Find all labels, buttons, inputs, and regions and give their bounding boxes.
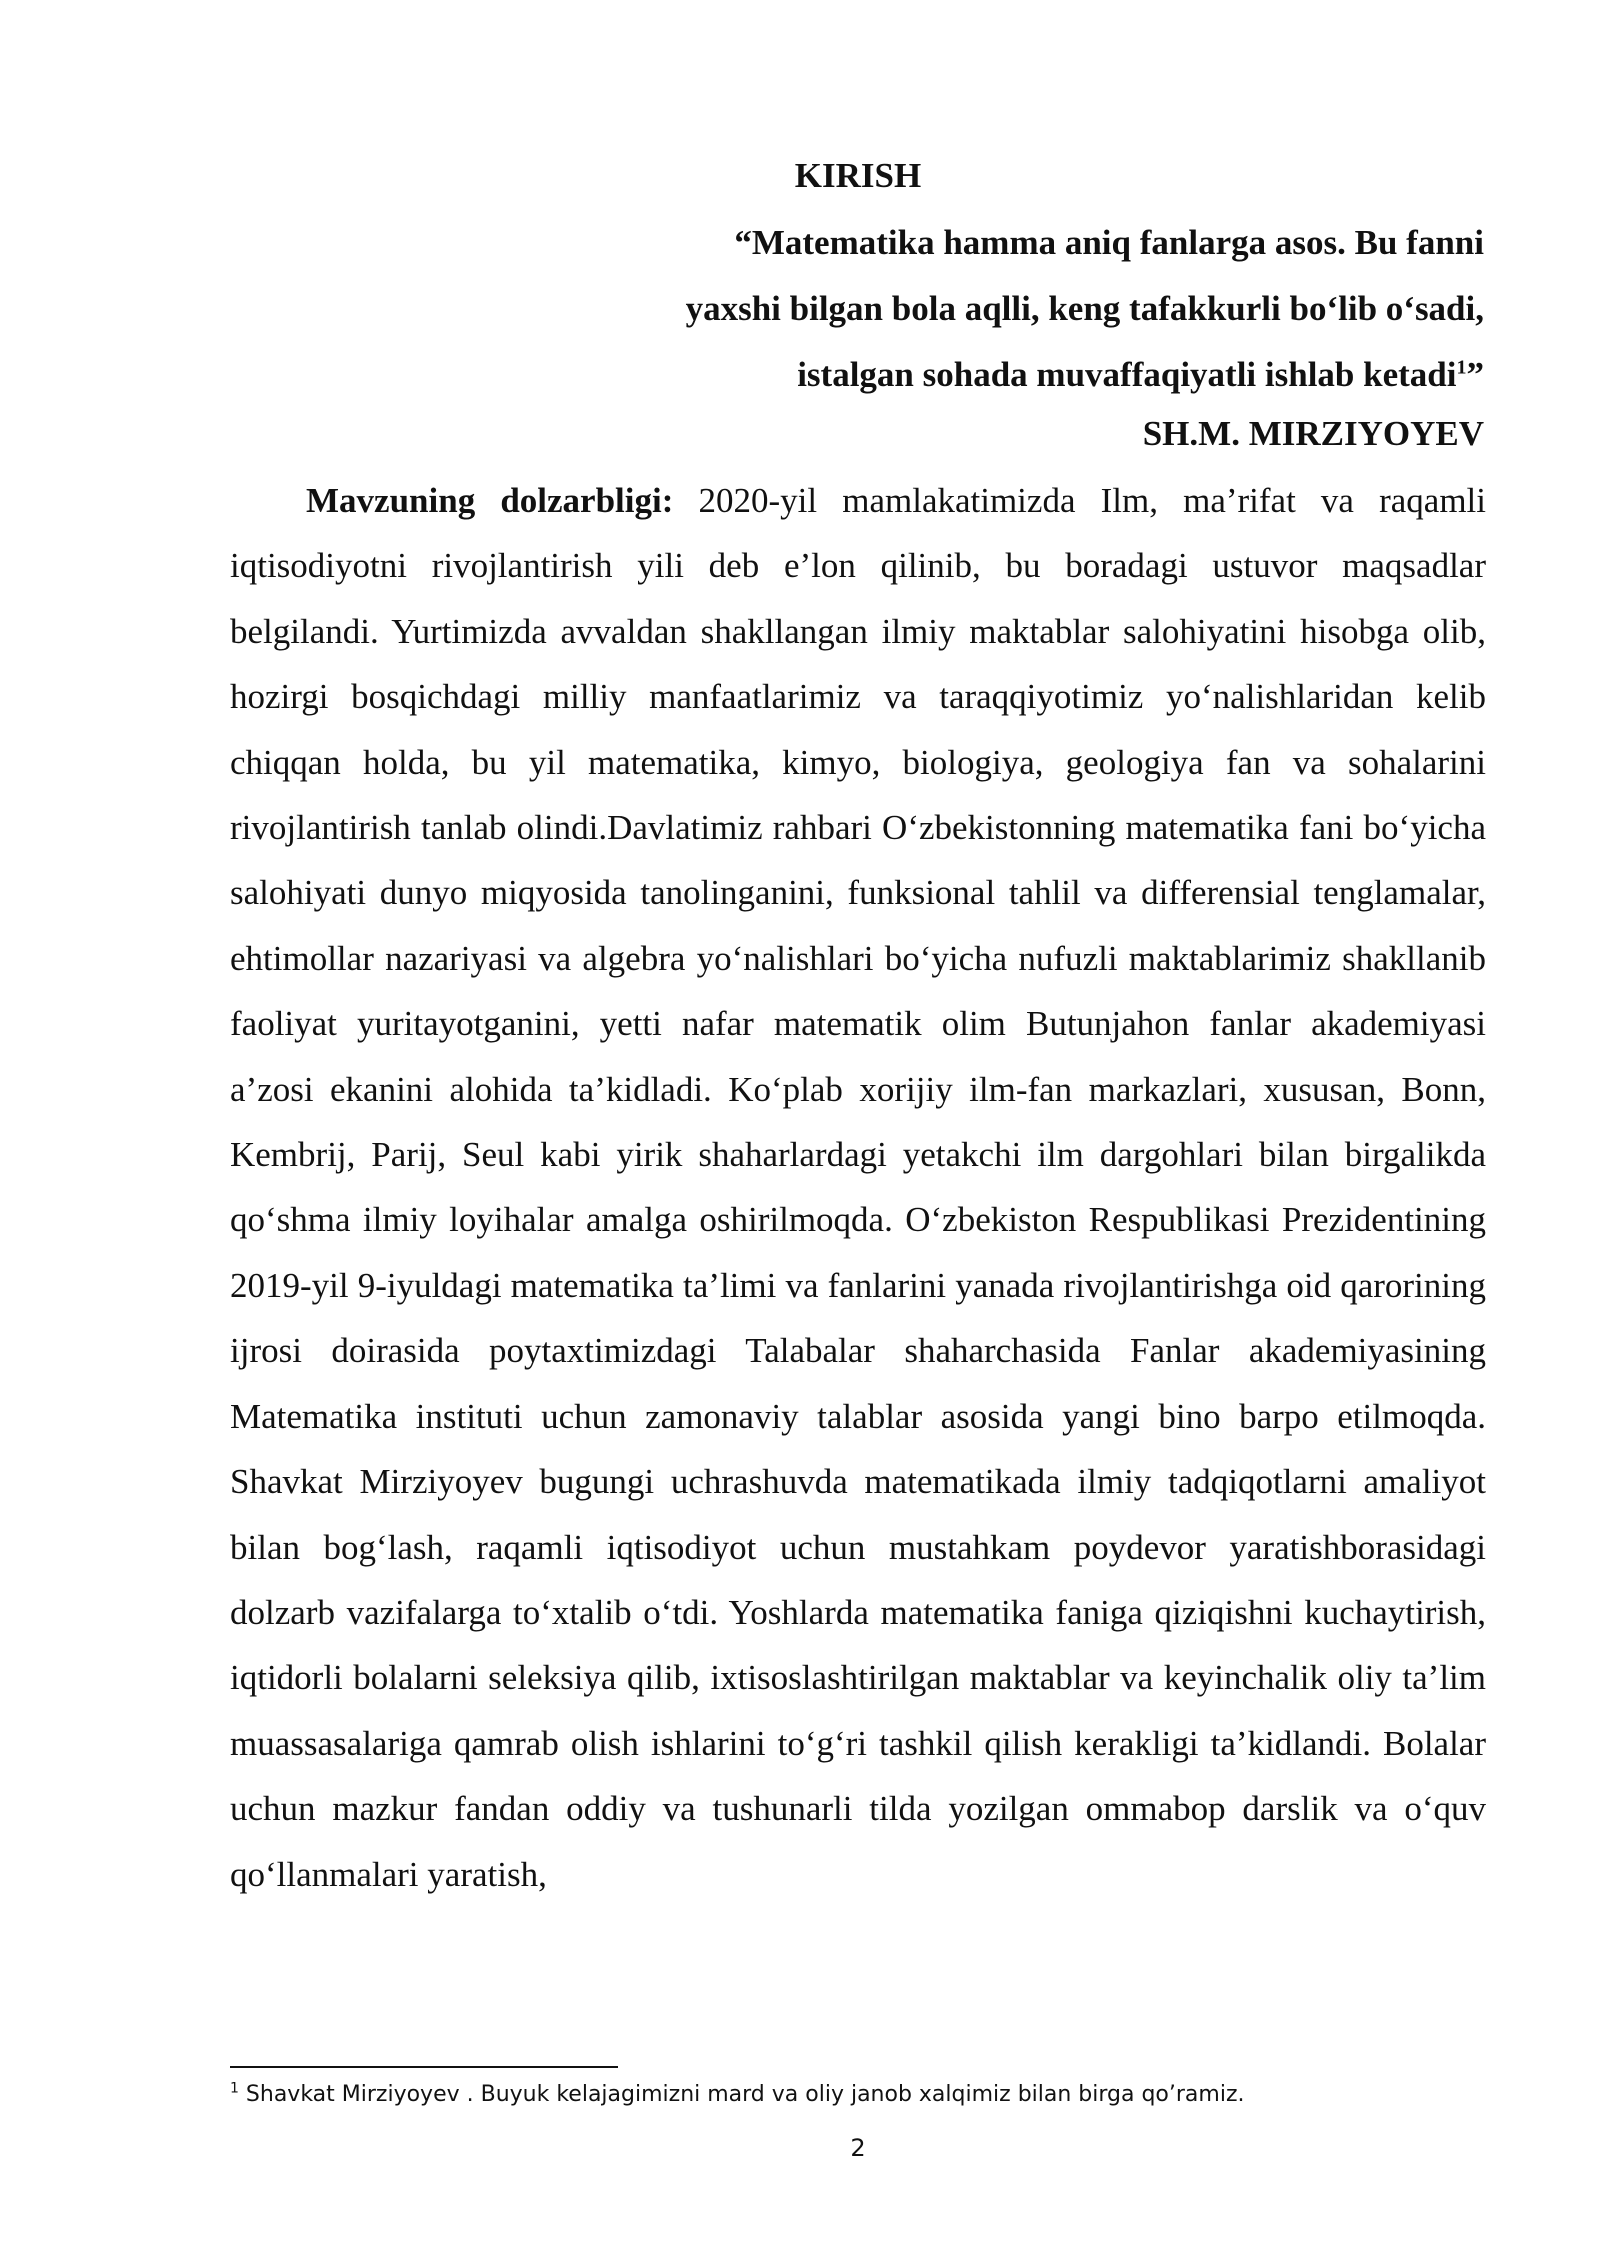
paragraph-text: 2020-yil mamlakatimizda Ilm, ma’rifat va raqamli iqtisodiyotni rivojlantirish yili deb e’lon qilinib, bu boradagi ustuvor maqsadlar belgilandi. Yurtimizda avvaldan shakllangan ilmiy maktablar salohiyatini hisobga olib, hozirgi bosqichdagi milliy manfaatlarimiz va taraqqiyotimiz yo‘nalishlaridan kelib chiqqan holda, bu yil matematika, kimyo, biologiya, geologiya fan va sohalarini rivojlantirish tanlab olindi.Davlatimiz rahbari O‘zbekistonning matematika fani bo‘yicha salohiyati dunyo miqyosida tanolinganini, funksional tahlil va differensial tenglamalar, ehtimollar nazariyasi va algebra yo‘nalishlari bo‘yicha nufuzli maktablarimiz shakllanib faoliyat yuritayotganini, yetti nafar matematik olim Butunjahon fanlar akademiyasi a’zosi ekanini alohida ta’kidladi. Ko‘plab xorijiy ilm-fan markazlari, xususan, Bonn, Kembrij, Parij, Seul kabi yirik shaharlardagi yetakchi ilm dargohlari bilan birgalikda qo‘shma ilmiy loyihalar amalga oshirilmoqda. O‘zbekiston Respublikasi Prezidentining 2019-yil 9-iyuldagi matematika ta’limi va fanlarini yanada rivojlantirishga oid qarorining ijrosi doirasida poytaxtimizdagi Talabalar shaharchasida Fanlar akademiyasining Matematika instituti uchun zamonaviy talablar asosida yangi bino barpo etilmoqda. Shavkat Mirziyoyev bugungi uchrashuvda matematikada ilmiy tadqiqotlarni amaliyot bilan bog‘lash, raqamli iqtisodiyot uchun mustahkam poydevor yaratishborasidagi dolzarb vazifalarga to‘xtalib o‘tdi. Yoshlarda matematika faniga qiziqishni kuchaytirish, iqtidorli bolalarni seleksiya qilib, ixtisoslashtirilgan maktablar va keyinchalik oliy ta’lim muassasalariga qamrab olish ishlarini to‘g‘ri tashkil qilish kerakligi ta’kidlandi. Bolalar uchun mazkur fandan oddiy va tushunarli tilda yozilgan ommabop darslik va o‘quv qo‘llanmalari yaratish, [230,481,1486,1894]
footnote [230,2078,1486,2112]
body-paragraph [230,468,1486,1907]
epigraph-author: SH.M. MIRZIYOYEV [1142,414,1484,453]
footnote-separator [230,2066,618,2068]
epigraph-line-text: istalgan sohada muvaffaqiyatli ishlab ketadi [797,355,1457,394]
section-heading: KIRISH [794,156,922,195]
paragraph-lead: Mavzuning dolzarbligi: [306,481,674,520]
footnote-reference[interactable]: 1 [1456,356,1467,379]
epigraph-quote [584,210,1484,408]
epigraph-line: yaxshi bilgan bola aqlli, keng tafakkurli bo‘lib o‘sadi, [685,289,1484,328]
footnote-marker: 1 [230,2080,239,2097]
footnote-text: Shavkat Mirziyoyev . Buyuk kelajagimizni mard va oliy janob xalqimiz bilan birga qo’ramiz. [238,2082,1245,2107]
epigraph-line: “Matematika hamma aniq fanlarga asos. Bu fanni [734,223,1484,262]
page-number: 2 [850,2134,866,2162]
closing-quote: ” [1466,355,1484,394]
epigraph-line-last [584,342,1484,408]
